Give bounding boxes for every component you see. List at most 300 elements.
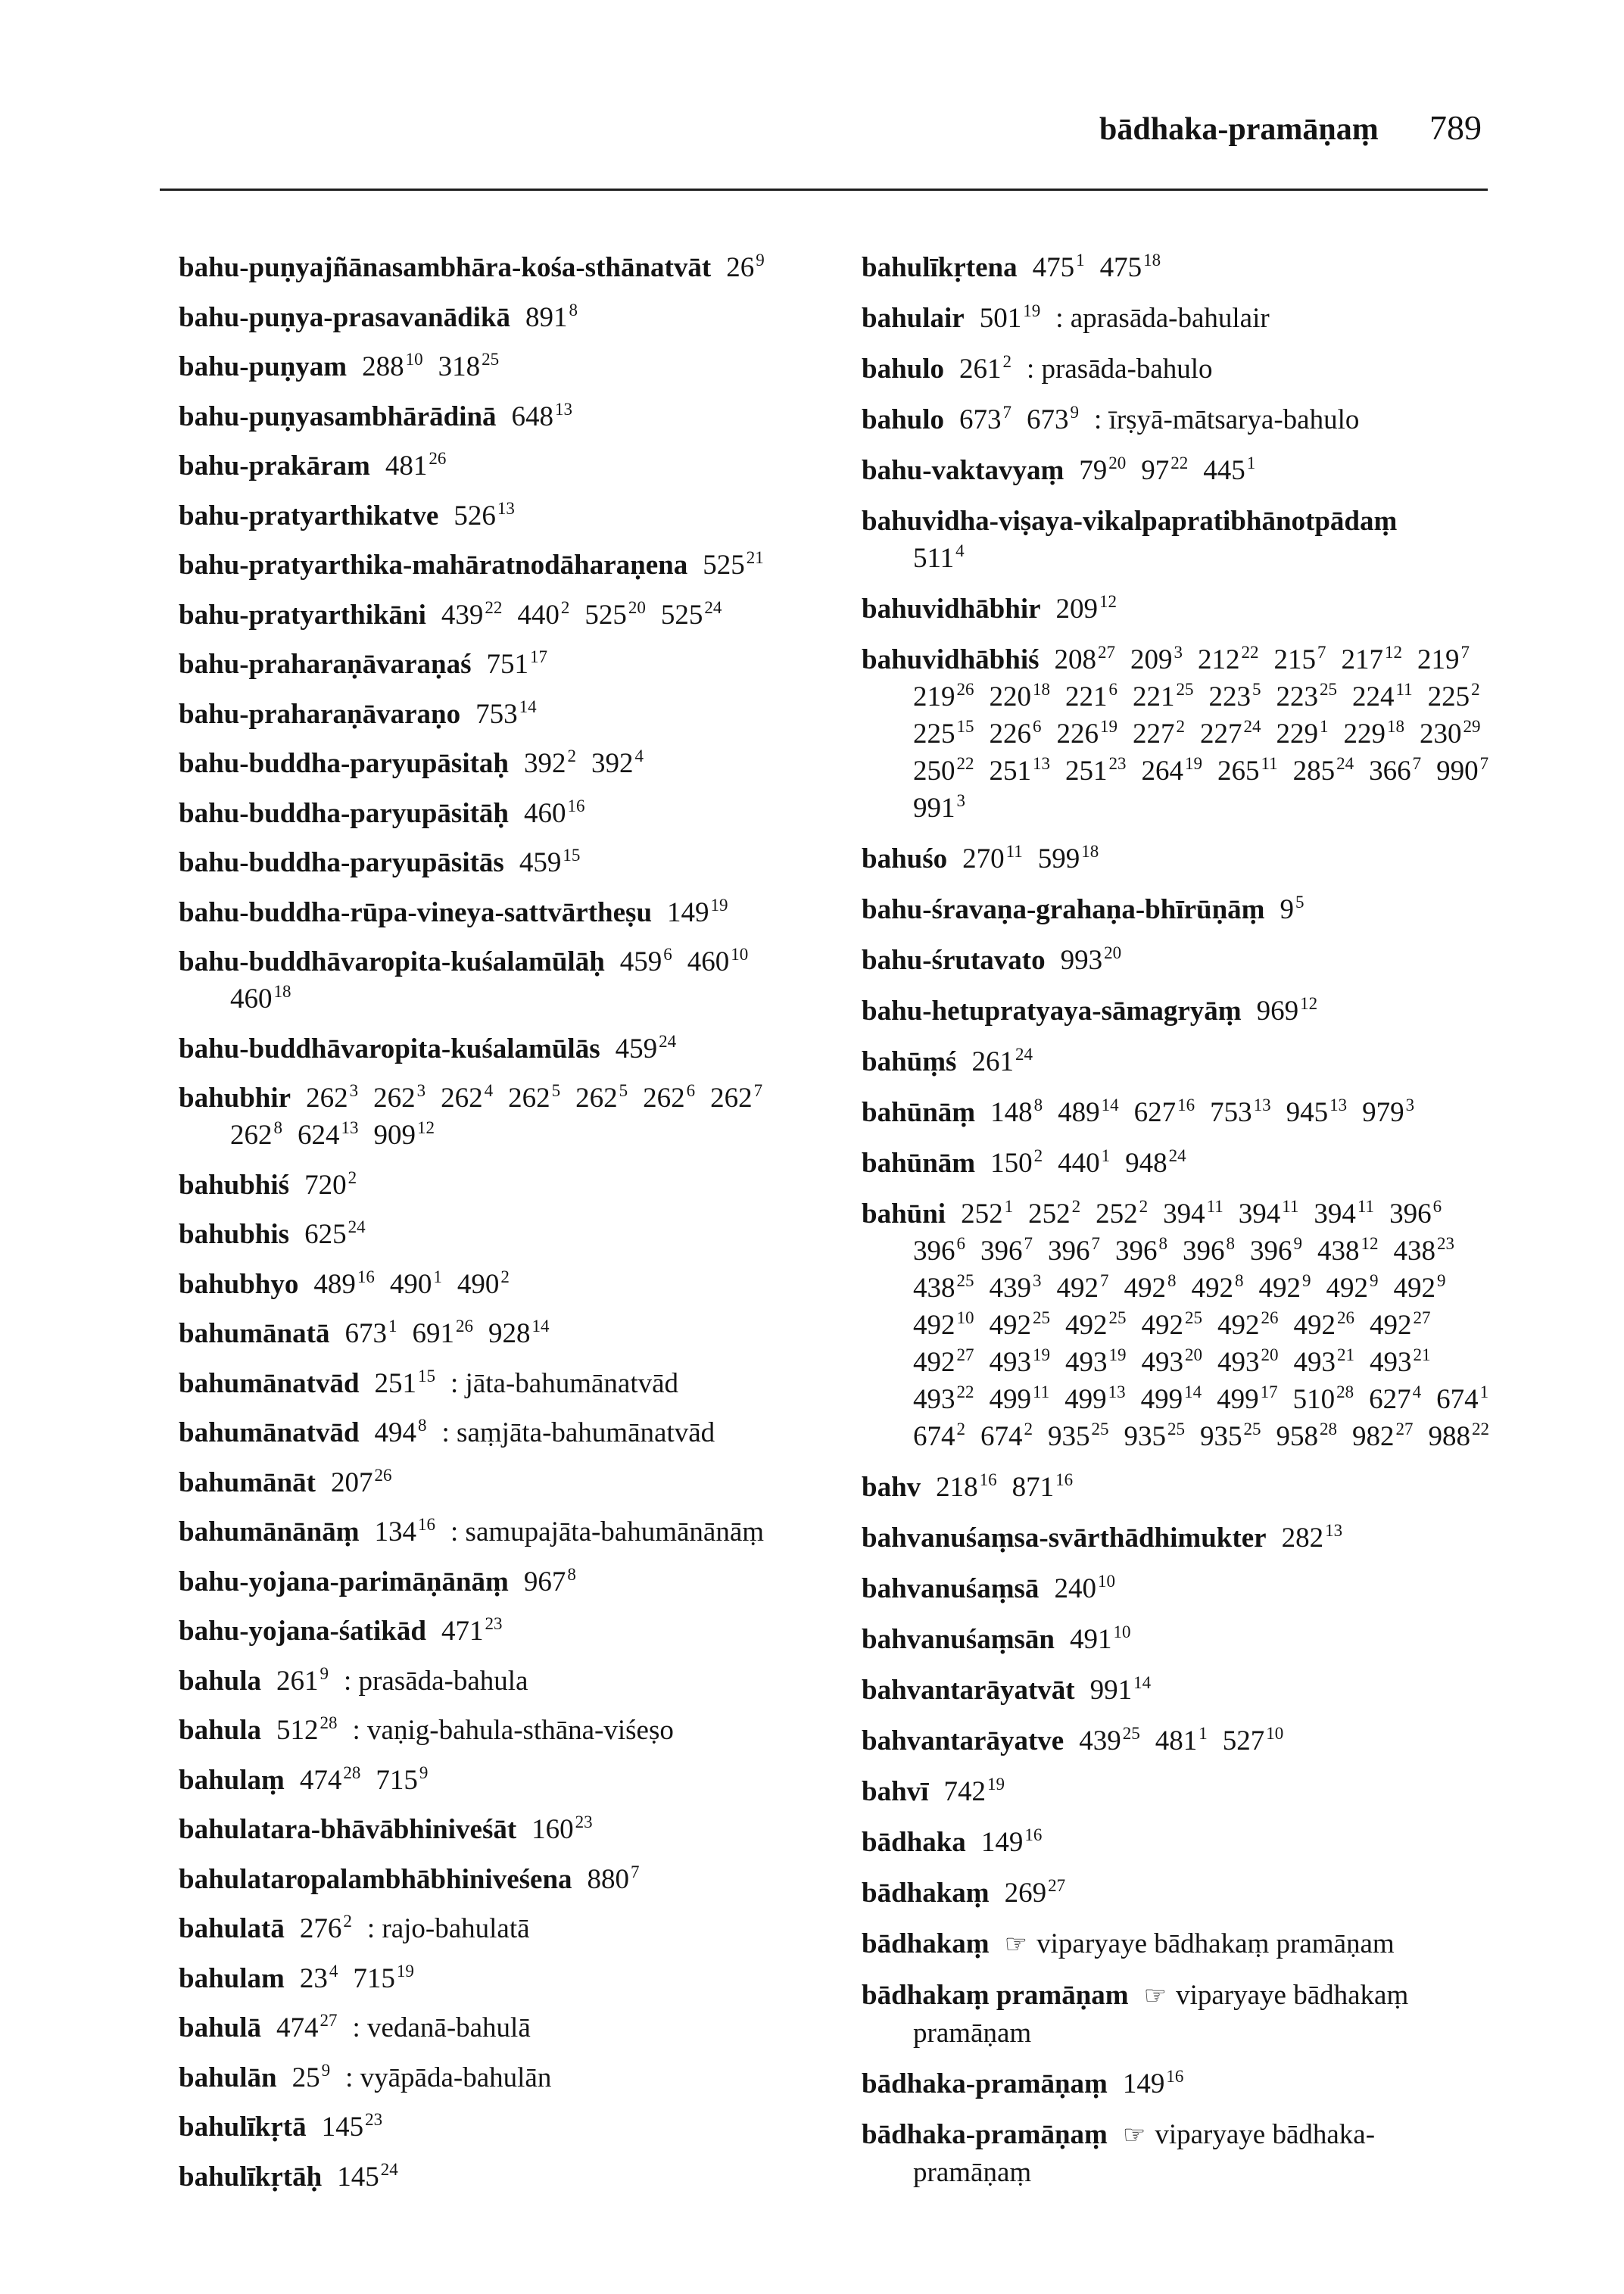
page-number: 440 <box>517 599 560 631</box>
page-reference <box>373 1083 425 1114</box>
page-number: 262 <box>306 1083 348 1114</box>
line-number: 9 <box>321 2060 331 2080</box>
line-number: 3 <box>956 791 965 810</box>
page-reference <box>575 1083 628 1114</box>
page-number: 209 <box>1055 594 1099 625</box>
page-number: 134 <box>374 1516 417 1548</box>
page-reference <box>1142 1347 1203 1378</box>
page-number: 220 <box>989 681 1031 712</box>
cross-reference-text: viparyaye bādhaka- <box>1155 2119 1376 2150</box>
page-reference <box>1079 1725 1140 1756</box>
page-reference <box>1065 756 1127 787</box>
line-number: 16 <box>1166 2067 1184 2086</box>
page-reference <box>1065 1347 1127 1378</box>
page-number: 674 <box>980 1421 1023 1452</box>
line-number: 25 <box>1167 1420 1185 1438</box>
line-number: 11 <box>1005 842 1023 861</box>
page-number: 223 <box>1276 681 1318 712</box>
page-number: 511 <box>913 543 955 574</box>
index-entry <box>862 1195 1588 1455</box>
page-number: 252 <box>961 1198 1003 1230</box>
page-number: 438 <box>1393 1236 1435 1267</box>
page-number: 493 <box>1293 1347 1336 1378</box>
line-number: 7 <box>1479 754 1489 773</box>
entry-headword: bahumānānāṃ <box>179 1516 360 1548</box>
entry-headword: bahula <box>179 1715 262 1746</box>
index-entry <box>179 2109 845 2146</box>
page-number: 26 <box>726 252 755 283</box>
page-reference <box>524 748 576 779</box>
index-entry <box>862 891 1588 928</box>
index-entry <box>179 1216 845 1253</box>
page-reference <box>1064 1384 1126 1415</box>
page-reference <box>1436 756 1488 787</box>
page-reference <box>1294 1310 1355 1341</box>
page-number: 439 <box>1079 1725 1121 1756</box>
page-reference <box>1125 1148 1186 1179</box>
page-reference <box>487 649 548 680</box>
page-number: 226 <box>1056 718 1099 750</box>
entry-headword: bahu-puṇyam <box>179 351 348 382</box>
line-number: 10 <box>1266 1724 1284 1743</box>
entry-headword: bahumānāt <box>179 1466 316 1498</box>
page-number: 481 <box>1155 1725 1198 1756</box>
page-reference <box>441 597 503 631</box>
line-number: 14 <box>1133 1673 1152 1692</box>
page-reference <box>667 897 728 928</box>
page-number: 492 <box>913 1347 955 1378</box>
line-number: 27 <box>1098 643 1116 662</box>
page-number: 264 <box>1141 756 1183 787</box>
page-number: 459 <box>619 946 662 977</box>
line-number: 28 <box>1320 1420 1337 1438</box>
entry-headword: bahu-buddhāvaropita-kuśalamūlāḥ <box>179 946 605 977</box>
line-number: 18 <box>1387 717 1404 736</box>
page-number: 492 <box>1370 1310 1412 1341</box>
page-number: 512 <box>276 1715 319 1746</box>
line-number: 17 <box>1260 1382 1278 1401</box>
line-number: 23 <box>1108 754 1127 773</box>
entry-headword: bahu-praharaṇāvaraṇo <box>179 698 461 730</box>
page-number: 991 <box>913 793 955 824</box>
page-reference <box>990 756 1051 787</box>
index-entry <box>862 1570 1588 1607</box>
page-reference <box>971 1046 1033 1077</box>
page-reference <box>1293 756 1354 787</box>
page-number: 459 <box>615 1033 658 1064</box>
page-reference <box>375 1516 436 1548</box>
page-number: 935 <box>1124 1421 1166 1452</box>
page-reference <box>959 354 1011 385</box>
page-number: 396 <box>980 1236 1023 1267</box>
page-number: 474 <box>276 2012 319 2043</box>
line-number: 2 <box>1024 1420 1033 1438</box>
line-number: 4 <box>955 541 965 560</box>
line-number: 4 <box>634 746 644 765</box>
line-number: 25 <box>1243 1420 1261 1438</box>
page-reference <box>913 1384 974 1415</box>
entry-headword: bahuvidhābhiś <box>862 644 1040 675</box>
page-number: 392 <box>524 748 566 779</box>
line-number: 2 <box>1002 352 1012 371</box>
line-number: 6 <box>1108 680 1117 699</box>
page-reference <box>643 1083 695 1114</box>
page-number: 492 <box>989 1310 1031 1341</box>
page-number: 439 <box>441 599 484 631</box>
page-number: 150 <box>990 1148 1033 1179</box>
left-index-column <box>179 249 845 2208</box>
line-number: 27 <box>320 2011 338 2030</box>
index-entry <box>179 844 845 881</box>
index-entry <box>179 2059 845 2096</box>
line-number: 9 <box>1302 1271 1311 1290</box>
index-entry <box>179 1861 845 1898</box>
line-number: 25 <box>1185 1308 1202 1327</box>
line-number: 9 <box>419 1763 429 1782</box>
page-number: 396 <box>1250 1236 1292 1267</box>
page-reference <box>353 1963 414 1994</box>
page-reference <box>980 1421 1033 1452</box>
entry-headword: bahumānatā <box>179 1318 330 1349</box>
line-number: 4 <box>484 1081 494 1100</box>
entry-headword: bahūni <box>862 1198 946 1230</box>
index-entry <box>179 795 845 832</box>
page-reference <box>1048 1236 1100 1267</box>
page-number: 261 <box>971 1046 1014 1077</box>
page-reference <box>1344 718 1405 750</box>
page-reference <box>390 1269 442 1300</box>
page-reference <box>276 1715 338 1746</box>
line-number: 21 <box>1337 1345 1354 1364</box>
page-number: 493 <box>1065 1347 1108 1378</box>
line-number: 19 <box>710 895 728 915</box>
page-reference <box>1065 1310 1127 1341</box>
line-number: 27 <box>1413 1308 1431 1327</box>
line-number: 8 <box>273 1118 282 1137</box>
page-number: 982 <box>1352 1421 1395 1452</box>
page-reference <box>306 1083 358 1114</box>
entry-headword: bahvanuśaṃsa-svārthādhimukter <box>862 1523 1267 1554</box>
index-entry <box>179 1315 845 1352</box>
page-number: 988 <box>1428 1421 1470 1452</box>
line-number: 7 <box>1460 643 1470 662</box>
page-reference <box>990 1097 1043 1128</box>
page-number: 599 <box>1037 843 1080 874</box>
entry-headword: bahu-pratyarthikāni <box>179 599 426 631</box>
page-number: 261 <box>959 354 1002 385</box>
line-number: 24 <box>704 597 722 617</box>
page-reference <box>1394 1273 1446 1304</box>
header-rule <box>160 189 1488 191</box>
entry-headword: bahubhyo <box>179 1268 299 1300</box>
index-entry <box>179 894 845 931</box>
page-number: 499 <box>989 1384 1031 1415</box>
index-entry <box>179 1266 845 1303</box>
entry-headword: bahulo <box>862 404 945 435</box>
index-entry <box>862 2116 1588 2191</box>
page-reference <box>1276 718 1329 750</box>
pointing-hand-icon <box>1005 1929 1027 1959</box>
page-number: 9 <box>1280 894 1295 925</box>
index-entry <box>179 1712 845 1749</box>
entry-headword: bahu-śravaṇa-grahaṇa-bhīrūṇāṃ <box>862 894 1265 925</box>
page-reference <box>1369 1384 1421 1415</box>
entry-headword: bahu-buddha-rūpa-vineya-sattvārtheṣu <box>179 896 653 928</box>
page-reference <box>1115 1236 1167 1267</box>
index-entry <box>179 597 845 634</box>
page-number: 460 <box>524 797 566 829</box>
page-number: 492 <box>1191 1273 1233 1304</box>
line-number: 16 <box>1177 1096 1195 1114</box>
line-number: 5 <box>619 1081 628 1100</box>
line-number: 9 <box>1070 403 1080 422</box>
entry-note: : prasāda-bahulo <box>1027 354 1213 385</box>
page-number: 262 <box>643 1083 685 1114</box>
entry-headword: bahu-buddhāvaropita-kuśalamūlās <box>179 1033 600 1064</box>
page-reference <box>1210 1097 1271 1128</box>
page-reference <box>230 983 291 1015</box>
entry-headword: bahu-vaktavyaṃ <box>862 455 1064 486</box>
page-number: 493 <box>913 1384 955 1415</box>
page-number: 492 <box>1056 1273 1099 1304</box>
entry-headword: bahv <box>862 1472 921 1503</box>
page-number: 715 <box>353 1962 395 1994</box>
page-reference <box>1217 1347 1279 1378</box>
index-entry <box>862 300 1588 337</box>
index-entry <box>862 1469 1588 1506</box>
line-number: 10 <box>1097 1572 1115 1591</box>
entry-headword: bahulataropalambhābhiniveśena <box>179 1863 572 1895</box>
page-reference <box>1417 644 1470 675</box>
page-reference <box>1276 1421 1338 1452</box>
page-number: 438 <box>913 1273 955 1304</box>
entry-headword: bahu-prakāram <box>179 450 370 482</box>
page-number: 492 <box>1258 1273 1301 1304</box>
page-number: 149 <box>980 1827 1024 1858</box>
page-number: 909 <box>373 1120 416 1151</box>
line-number: 4 <box>1412 1382 1422 1401</box>
entry-headword: bahulair <box>862 303 965 334</box>
entry-headword: bahu-puṇya-prasavanādikā <box>179 301 511 333</box>
page-reference <box>1012 1472 1074 1503</box>
line-number: 16 <box>1055 1470 1074 1489</box>
page-reference <box>1133 681 1194 712</box>
cross-reference-text: pramāṇam <box>913 2018 1032 2049</box>
entry-headword: bādhakaṃ <box>862 1878 990 1909</box>
page-reference <box>913 1273 974 1304</box>
index-entry <box>179 1910 845 1947</box>
page-reference <box>524 798 585 829</box>
entry-headword: bahūnām <box>862 1148 976 1179</box>
entry-headword: bahu-buddha-paryupāsitaḥ <box>179 748 509 779</box>
line-number: 6 <box>686 1081 696 1100</box>
page-number: 492 <box>1393 1273 1435 1304</box>
page-number: 149 <box>1122 2068 1165 2099</box>
line-number: 2 <box>560 597 570 617</box>
page-number: 229 <box>1343 718 1386 750</box>
entry-headword: bahu-buddha-paryupāsitāḥ <box>179 797 509 829</box>
page-number: 991 <box>1089 1675 1133 1706</box>
page-number: 492 <box>1141 1310 1183 1341</box>
page-number: 262 <box>230 1120 273 1151</box>
page-number: 318 <box>438 351 481 382</box>
index-entry <box>862 1824 1588 1861</box>
page-number: 265 <box>1217 756 1260 787</box>
entry-headword: bahulān <box>179 2062 277 2093</box>
line-number: 19 <box>1023 301 1041 320</box>
line-number: 16 <box>418 1515 436 1534</box>
page-number: 460 <box>230 983 273 1015</box>
page-reference <box>913 1310 974 1341</box>
page-reference <box>913 681 974 712</box>
entry-headword: bahubhis <box>179 1219 290 1250</box>
index-entry <box>179 745 845 782</box>
index-entry <box>862 1043 1588 1080</box>
line-number: 15 <box>563 846 581 865</box>
page-reference <box>1342 644 1403 675</box>
index-entry <box>179 447 845 485</box>
page-number: 751 <box>486 649 529 680</box>
line-number: 25 <box>1122 1724 1140 1743</box>
page-number: 624 <box>298 1120 340 1151</box>
page-number: 262 <box>710 1083 753 1114</box>
line-number: 27 <box>956 1345 974 1364</box>
page-number: 439 <box>989 1273 1031 1304</box>
entry-headword: bahvantarāyatvāt <box>862 1675 1075 1706</box>
page-reference <box>1274 644 1326 675</box>
index-entry <box>862 1672 1588 1709</box>
page-reference <box>300 1963 338 1994</box>
index-entry <box>862 1773 1588 1810</box>
page-reference <box>990 1310 1051 1341</box>
page-reference <box>1033 252 1085 283</box>
page-reference <box>1058 1148 1110 1179</box>
index-entry <box>862 993 1588 1030</box>
page-reference <box>300 1765 361 1796</box>
line-number: 20 <box>1104 943 1122 962</box>
index-entry <box>862 503 1588 577</box>
line-number: 2 <box>500 1267 510 1286</box>
page-reference <box>230 1120 282 1151</box>
line-number: 3 <box>416 1081 426 1100</box>
page-reference <box>1028 1198 1080 1230</box>
line-number: 26 <box>429 449 447 468</box>
page-reference <box>913 1236 965 1267</box>
index-entry <box>862 1977 1588 2052</box>
line-number: 5 <box>551 1081 561 1100</box>
entry-headword: bahulīkṛtāḥ <box>179 2161 323 2193</box>
page-number: 492 <box>1326 1273 1368 1304</box>
line-number: 3 <box>349 1081 359 1100</box>
index-entry <box>862 452 1588 489</box>
page-number: 212 <box>1198 644 1240 675</box>
page-reference <box>1352 681 1413 712</box>
index-entry <box>862 401 1588 438</box>
entry-headword: bahubhir <box>179 1083 291 1114</box>
page-number: 493 <box>1217 1347 1260 1378</box>
line-number: 13 <box>1329 1096 1348 1114</box>
entry-headword: bahula <box>179 1665 262 1697</box>
page-number: 492 <box>913 1310 955 1341</box>
cross-reference <box>1005 1928 1395 1959</box>
entry-headword: bahumānatvād <box>179 1417 360 1448</box>
page-number: 967 <box>523 1566 566 1597</box>
line-number: 5 <box>1295 893 1304 912</box>
entry-headword: bahvanuśaṃsā <box>862 1573 1040 1604</box>
page-number: 223 <box>1208 681 1251 712</box>
page-number: 527 <box>1222 1725 1265 1756</box>
index-entry <box>179 1513 845 1551</box>
page-reference <box>1317 1236 1379 1267</box>
page-reference <box>1057 1273 1109 1304</box>
page-number: 471 <box>441 1616 484 1647</box>
line-number: 24 <box>1168 1146 1186 1165</box>
line-number: 8 <box>1158 1234 1167 1253</box>
page-number: 396 <box>1048 1236 1090 1267</box>
line-number: 14 <box>1101 1096 1119 1114</box>
page-number: 691 <box>412 1318 454 1349</box>
page-reference <box>1123 2068 1184 2099</box>
page-reference <box>1055 644 1116 675</box>
page-reference <box>337 2159 398 2193</box>
page-number: 493 <box>1141 1347 1183 1378</box>
page-reference <box>1005 1878 1066 1909</box>
line-number: 10 <box>731 945 749 964</box>
page-reference <box>376 1765 428 1796</box>
entry-headword: bādhaka <box>862 1827 966 1858</box>
page-reference <box>1394 1236 1455 1267</box>
right-index-column <box>862 249 1588 2205</box>
page-number: 396 <box>913 1236 955 1267</box>
page-number: 720 <box>304 1169 347 1201</box>
page-reference <box>374 1120 435 1151</box>
entry-headword: bahvantarāyatve <box>862 1725 1064 1756</box>
page-number: 945 <box>1286 1097 1329 1128</box>
page-number: 742 <box>943 1776 986 1807</box>
page-reference <box>1326 1273 1379 1304</box>
page-reference <box>913 543 965 574</box>
line-number: 1 <box>1076 251 1085 270</box>
index-entry <box>179 1762 845 1799</box>
line-number: 6 <box>1432 1197 1442 1216</box>
page-reference <box>304 1219 366 1250</box>
line-number: 13 <box>1108 1382 1126 1401</box>
page-reference <box>981 1827 1043 1858</box>
page-number: 252 <box>1096 1198 1138 1230</box>
page-number: 251 <box>989 756 1031 787</box>
page-number: 625 <box>304 1219 347 1250</box>
entry-headword: bahu-yojana-śatikād <box>179 1616 426 1647</box>
line-number: 2 <box>1471 680 1480 699</box>
line-number: 1 <box>1199 1724 1208 1743</box>
page-reference <box>1370 1347 1431 1378</box>
page-number: 753 <box>475 698 518 730</box>
line-number: 15 <box>418 1366 436 1385</box>
page-reference <box>687 946 749 977</box>
page-reference <box>1250 1236 1302 1267</box>
entry-headword: bahulatara-bhāvābhiniveśāt <box>179 1814 517 1845</box>
page-number: 396 <box>1183 1236 1225 1267</box>
line-number: 9 <box>1293 1234 1302 1253</box>
page-number: 218 <box>936 1472 978 1503</box>
line-number: 24 <box>1015 1045 1033 1064</box>
page-reference <box>362 351 423 382</box>
line-number: 10 <box>956 1308 974 1327</box>
entry-note: : īrṣyā-mātsarya-bahulo <box>1094 404 1360 435</box>
page-reference <box>588 1864 640 1895</box>
page-reference <box>710 1083 762 1114</box>
line-number: 11 <box>1357 1197 1375 1216</box>
